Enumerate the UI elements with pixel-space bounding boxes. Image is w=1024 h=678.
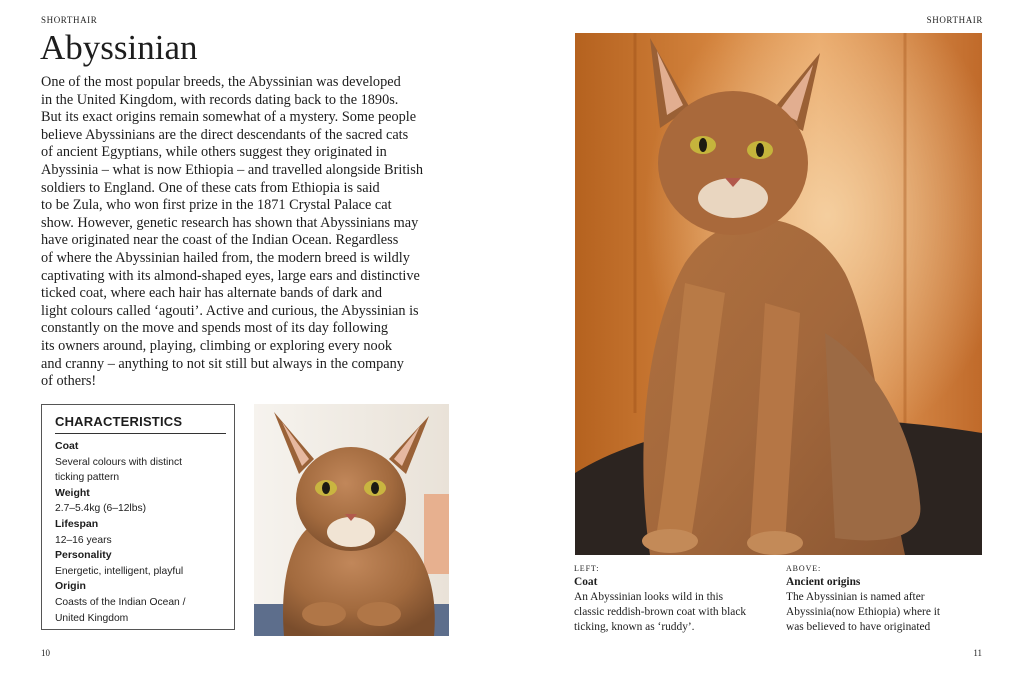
caption-above-title: Ancient origins	[786, 576, 861, 588]
intro-line: its owners around, playing, climbing or exploring every nook	[41, 337, 392, 354]
caption-left-body	[574, 590, 774, 635]
coat-label: Coat	[55, 440, 79, 452]
running-head-left: SHORTHAIR	[41, 15, 98, 25]
weight-label: Weight	[55, 486, 90, 499]
coat-value	[55, 455, 233, 486]
caption-above-line: was believed to have originated	[786, 621, 931, 633]
caption-left-line: ticking, known as ‘ruddy’.	[574, 621, 695, 633]
caption-above-body	[786, 590, 986, 635]
caption-left-kicker: LEFT:	[574, 564, 600, 573]
intro-line: have originated near the coast of the Indian Ocean. Regardless	[41, 232, 399, 249]
caption-left-title: Coat	[574, 576, 598, 588]
intro-line: to be Zula, who won first prize in the 1871 Crystal Palace cat	[41, 197, 392, 214]
intro-line: But its exact origins remain somewhat of a mystery. Some people	[41, 109, 417, 126]
intro-line: constantly on the move and spends most of its day following	[41, 320, 389, 337]
intro-line: ticked coat, where each hair has alternate bands of dark and	[41, 285, 382, 302]
caption-above-line: Abyssinia(now Ethiopia) where it	[786, 606, 941, 618]
page-number-left: 10	[41, 648, 50, 658]
lifespan-label: Lifespan	[55, 517, 99, 530]
caption-left	[574, 563, 774, 635]
origin-label: Origin	[55, 580, 86, 593]
intro-line: of others!	[41, 373, 97, 390]
intro-line: One of the most popular breeds, the Abyssinian was developed	[41, 74, 401, 90]
lifespan-value: 12–16 years	[55, 534, 112, 546]
origin-value-line: Coasts of the Indian Ocean /	[55, 596, 186, 608]
characteristics-heading: CHARACTERISTICS	[55, 414, 183, 429]
intro-line: soldiers to England. One of these cats from Ethiopia is said	[41, 179, 380, 196]
intro-line: of where the Abyssinian hailed from, the modern breed is wildly	[41, 249, 410, 266]
personality-label: Personality	[55, 549, 112, 562]
sitting-cat-illustration	[575, 33, 982, 555]
caption-left-line: An Abyssinian looks wild in this	[574, 591, 724, 603]
page-title: Abyssinian	[40, 28, 198, 67]
large-cat-photo	[575, 33, 982, 555]
intro-line: believe Abyssinians are the direct descendants of the sacred cats	[41, 126, 409, 143]
intro-line: Abyssinia – what is now Ethiopia – and travelled alongside British	[41, 161, 423, 178]
coat-value-line: ticking pattern	[55, 472, 120, 484]
intro-paragraph	[41, 74, 461, 391]
origin-value-line: United Kingdom	[55, 612, 129, 624]
origin-value	[55, 595, 233, 626]
intro-line: show. However, genetic research has shown that Abyssinians may	[41, 214, 419, 231]
weight-value: 2.7–5.4kg (6–12lbs)	[55, 503, 147, 515]
small-cat-photo	[254, 404, 449, 636]
caption-above-line: The Abyssinian is named after	[786, 591, 925, 603]
page-number-right: 11	[973, 648, 982, 658]
intro-line: in the United Kingdom, with records dating back to the 1890s.	[41, 91, 399, 108]
caption-above	[786, 563, 986, 635]
characteristics-list	[55, 439, 233, 626]
characteristics-box	[41, 404, 235, 630]
running-head-right: SHORTHAIR	[926, 15, 983, 25]
cat-face-illustration	[254, 404, 449, 636]
coat-value-line: Several colours with distinct	[55, 456, 183, 468]
characteristics-divider	[55, 433, 226, 434]
intro-line: and cranny – anything to not sit still but always in the company	[41, 355, 404, 372]
personality-value: Energetic, intelligent, playful	[55, 565, 184, 577]
intro-line: captivating with its almond-shaped eyes, large ears and distinctive	[41, 267, 420, 284]
intro-line: light colours called ‘agouti’. Active and curious, the Abyssinian is	[41, 302, 419, 319]
intro-line: of ancient Egyptians, while others suggest they originated in	[41, 144, 387, 161]
caption-above-kicker: ABOVE:	[786, 564, 822, 573]
caption-left-line: classic reddish-brown coat with black	[574, 606, 747, 618]
